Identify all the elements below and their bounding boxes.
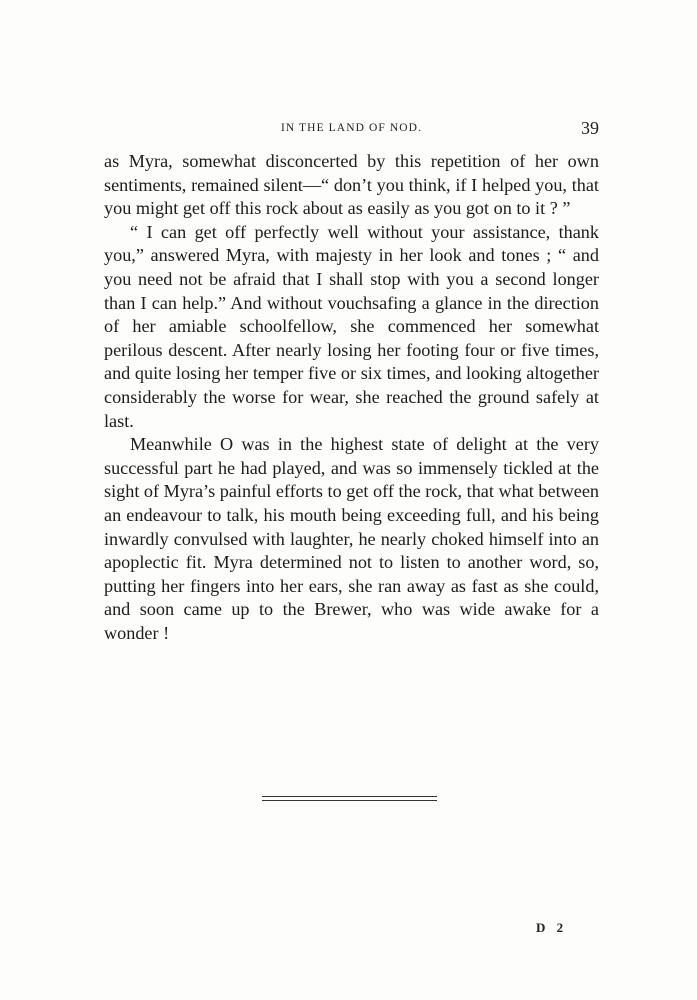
signature-mark: D 2 — [536, 920, 568, 935]
paragraph-1: as Myra, somewhat disconcerted by this repetition of her own sentiments, remained silent—“ don’t you think, if I helped you, that you might get off this rock about as easily as you got on to it ? ” — [104, 151, 599, 219]
section-end-rule-top — [262, 796, 437, 797]
running-head — [104, 120, 599, 140]
body-text — [104, 150, 599, 645]
page-number: 39 — [581, 118, 599, 138]
paragraph-3: Meanwhile O was in the highest state of delight at the very successful part he had played, and was so immensely tickled at the sight of Myra’s painful efforts to get off the rock, that what between an endeavour to talk, his mouth being exceeding full, and his being inwardly convulsed with laughter, he nearly choked himself into an apoplectic fit. Myra determined not to listen to another word, so, putting her fingers into her ears, she ran away as fast as she could, and soon came up to the Brewer, who was wide awake for a wonder ! — [104, 434, 599, 643]
section-end-rule-bottom — [262, 800, 437, 801]
running-title: IN THE LAND OF NOD. — [280, 122, 423, 134]
paragraph-2: “ I can get off perfectly well without your assistance, thank you,” answered Myra, with majesty in her look and tones ; “ and you need not be afraid that I shall stop with you a second longer than I can help.” And without vouchsafing a glance in the direction of her amiable schoolfellow, she commenced her somewhat perilous descent. After nearly losing her footing four or five times, and quite losing her temper five or six times, and looking altogether considerably the worse for wear, she reached the ground safely at last. — [104, 221, 599, 431]
